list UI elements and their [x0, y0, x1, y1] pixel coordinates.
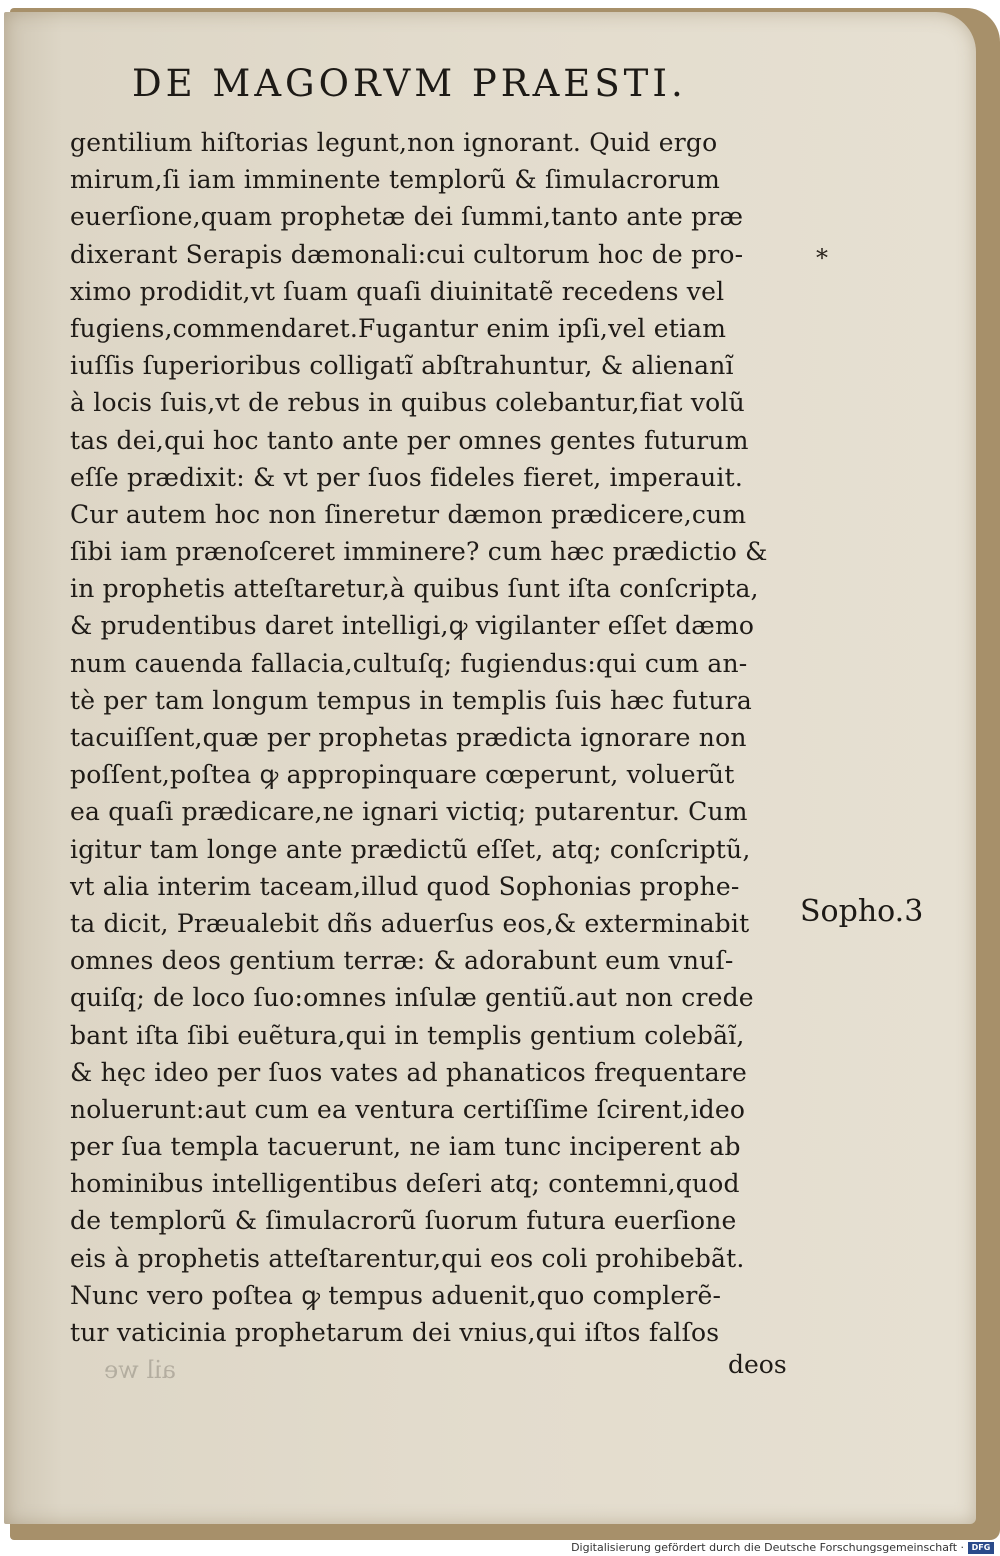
- text-line: igitur tam longe ante prædictũ eſſet, atq; conſcriptũ,: [70, 834, 751, 864]
- text-line: ſibi iam prænoſceret imminere? cum hæc prædictio &: [70, 537, 768, 567]
- text-line: per ſua templa tacuerunt, ne iam tunc inciperent ab: [70, 1132, 741, 1162]
- catchword: deos: [728, 1350, 787, 1379]
- text-line: mirum,ſi iam imminente templorũ & ſimulacrorum: [70, 165, 721, 195]
- text-line: tas dei,qui hoc tanto ante per omnes gentes futurum: [70, 425, 749, 455]
- marginal-asterisk: *: [816, 244, 828, 272]
- text-line: poſſent,poſtea ꝙ appropinquare cœperunt, voluerũt: [70, 760, 735, 790]
- body-text: [70, 124, 800, 1351]
- text-line: fugiens,commendaret.Fugantur enim ipſi,vel etiam: [70, 313, 727, 343]
- text-line: tacuiſſent,quæ per prophetas prædicta ignorare non: [70, 723, 747, 752]
- text-line: bant iſta ſibi euẽtura,qui in templis gentium colebãı̃,: [70, 1020, 745, 1050]
- text-line: tur vaticinia prophetarum dei vnius,qui iſtos falſos: [70, 1318, 720, 1347]
- text-line: vt alia interim taceam,illud quod Sophonias prophe-: [70, 871, 740, 901]
- text-line: dixerant Serapis dæmonali:cui cultorum hoc de pro-: [70, 239, 744, 269]
- text-line: à locis ſuis,vt de rebus in quibus colebantur,fiat volũ: [70, 388, 745, 418]
- running-head: DE MAGORVM PRAESTI.: [132, 62, 687, 105]
- text-line: ea quaſi prædicare,ne ignari victiq; putarentur. Cum: [70, 797, 748, 827]
- text-line: quiſq; de loco ſuo:omnes inſulæ gentiũ.aut non crede: [70, 983, 754, 1013]
- text-line: & prudentibus daret intelligi,ꝙ vigilanter eſſet dæmo: [70, 611, 755, 641]
- text-line: omnes deos gentium terræ: & adorabunt eum vnuſ-: [70, 946, 734, 976]
- text-line: iuſſis ſuperioribus colligatı̃ abſtrahuntur, & alienanı̃: [70, 351, 734, 381]
- text-line: & hęc ideo per ſuos vates ad phanaticos frequentare: [70, 1057, 747, 1087]
- bleed-through-text: ail we: [104, 1356, 177, 1384]
- book-page: [4, 12, 976, 1524]
- dfg-logo-icon: DFG: [968, 1542, 994, 1554]
- text-line: num cauenda fallacia,cultuſq; fugiendus:qui cum an-: [70, 648, 748, 678]
- text-line: euerſione,quam prophetæ dei ſummi,tanto ante præ: [70, 202, 744, 232]
- text-line: hominibus intelligentibus deſeri atq; contemni,quod: [70, 1169, 740, 1199]
- text-line: Nunc vero poſtea ꝙ tempus aduenit,quo complerẽ-: [70, 1280, 722, 1310]
- text-line: eis à prophetis atteſtarentur,qui eos coli prohibebãt.: [70, 1243, 745, 1273]
- funding-credit: Digitalisierung gefördert durch die Deutsche Forschungsgemeinschaft ·: [571, 1541, 964, 1554]
- text-line: de templorũ & ſimulacrorũ ſuorum futura euerſione: [70, 1206, 737, 1236]
- text-line: tè per tam longum tempus in templis ſuis hæc futura: [70, 685, 753, 715]
- text-line: eſſe prædixit: & vt per ſuos fideles fieret, imperauit.: [70, 462, 743, 492]
- marginal-note: Sopho.3: [800, 894, 924, 929]
- text-line: ximo prodidit,vt ſuam quaſi diuinitatẽ recedens vel: [70, 276, 725, 306]
- text-line: gentilium hiſtorias legunt,non ignorant. Quid ergo: [70, 128, 718, 157]
- text-line: noluerunt:aut cum ea ventura certiſſime ſcirent,ideo: [70, 1094, 746, 1124]
- text-line: Cur autem hoc non ſineretur dæmon prædicere,cum: [70, 499, 747, 529]
- text-line: ta dicit, Præualebit dñs aduerſus eos,& exterminabit: [70, 908, 750, 938]
- text-line: in prophetis atteſtaretur,à quibus ſunt iſta conſcripta,: [70, 574, 759, 604]
